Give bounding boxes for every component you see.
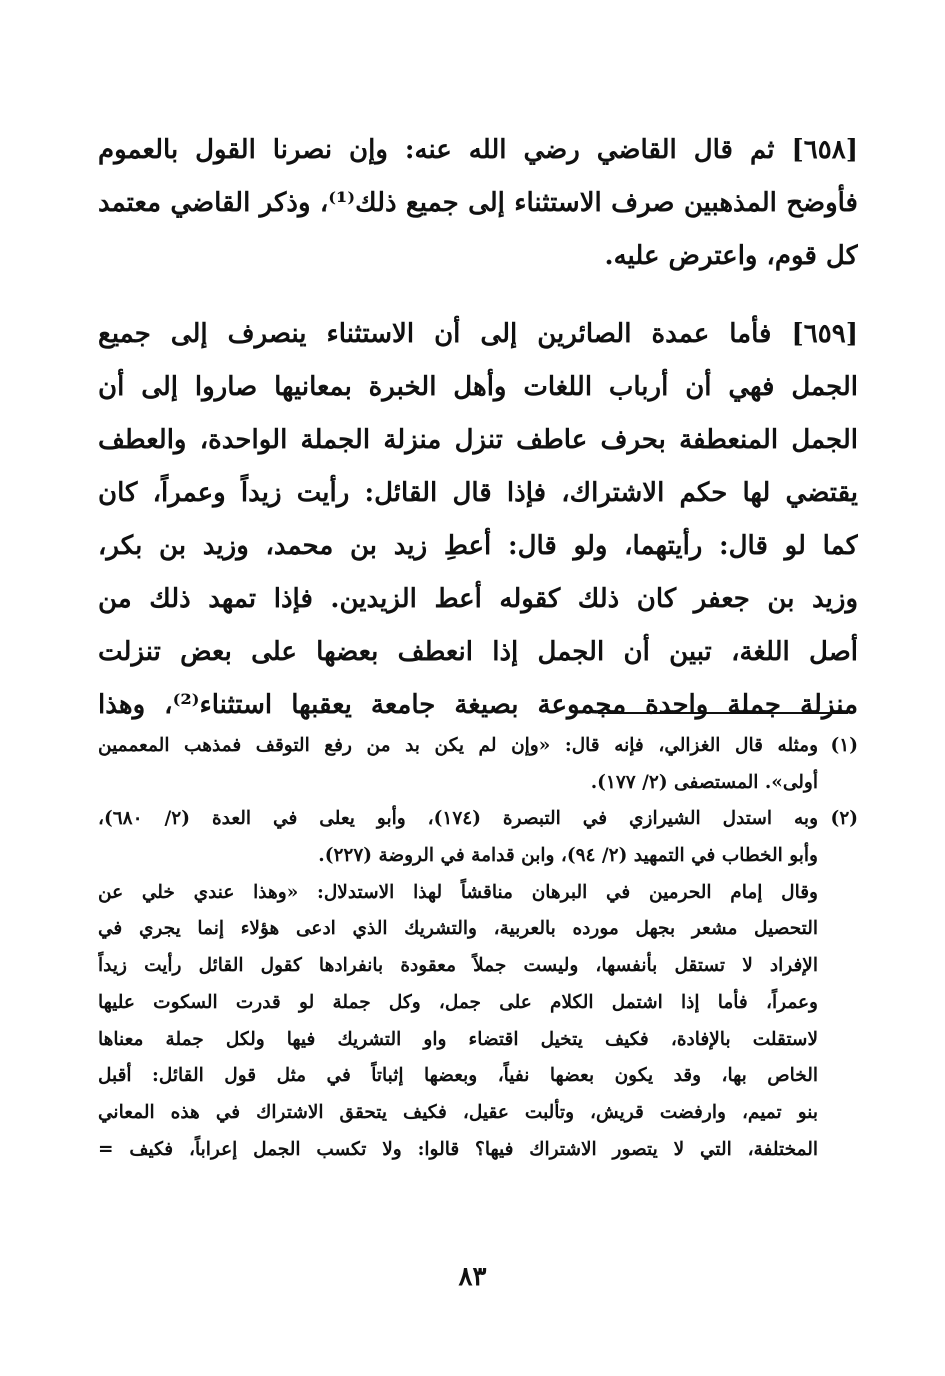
main-line: [٦٥٨] ثم قال القاضي رضي الله عنه: وإن نصرنا القول بالعموم — [98, 135, 858, 165]
footnote-line — [98, 1058, 858, 1095]
footnote-text: التحصيل مشعر بجهل مورده بالعربية، والتشريك الذي ادعى هؤلاء إنما يجري في — [98, 918, 818, 940]
main-line: منزلة جملة واحدة مجموعة بصيغة جامعة يعقبها استثناء⁽²⁾، وهذا — [98, 690, 858, 720]
footnote-text: لاستقلت بالإفادة، فكيف يتخيل اقتضاء واو التشريك فيها ولكل جملة معناها — [98, 1028, 818, 1050]
footnote-text: بنو تميم، وارفضت قريش، وتألبت عقيل، فكيف يتحقق الاشتراك في هذه المعاني — [98, 1101, 818, 1123]
footnote-text: وقال إمام الحرمين في البرهان مناقشاً لهذا الاستدلال: «وهذا عندي خلي عن — [98, 881, 818, 903]
footnote-separator — [598, 712, 848, 714]
footnote-line — [98, 1095, 858, 1132]
main-line: يقتضي لها حكم الاشتراك، فإذا قال القائل: رأيت زيداً وعمراً، كان — [98, 478, 858, 508]
footnote-line — [98, 728, 858, 765]
paragraph-gap — [98, 283, 858, 308]
main-text — [98, 124, 858, 732]
main-line: [٦٥٩] فأما عمدة الصائرين إلى أن الاستثناء ينصرف إلى جميع — [98, 319, 858, 349]
main-line: كما لو قال: رأيتهما، ولو قال: أعطِ زيد بن محمد، وزيد بن بكر، — [98, 531, 858, 561]
footnote-line — [98, 1132, 858, 1169]
main-line: الجمل فهي أن أرباب اللغات وأهل الخبرة بمعانيها صاروا إلى أن — [98, 372, 858, 402]
main-line: أصل اللغة، تبين أن الجمل إذا انعطف بعضها على بعض تنزلت — [98, 637, 858, 667]
footnote-line — [98, 838, 858, 875]
footnote-text: وأبو الخطاب في التمهيد (٢/ ٩٤)، وابن قدامة في الروضة (٢٢٧). — [318, 845, 818, 867]
main-line: الجمل المنعطفة بحرف عاطف تنزل منزلة الجملة الواحدة، والعطف — [98, 425, 858, 455]
footnotes — [98, 728, 858, 1168]
footnote-line — [98, 765, 858, 802]
footnote-text: وعمراً، فأما إذا اشتمل الكلام على جمل، وكل جملة لو قدرت السكوت عليها — [98, 991, 818, 1013]
main-line: وزيد بن جعفر كان ذلك كقوله أعط الزيدين. فإذا تمهد ذلك من — [98, 584, 858, 614]
footnote-line — [98, 911, 858, 948]
footnote-number: (١) — [830, 735, 858, 756]
footnote-text: أولى». المستصفى (٢/ ١٧٧). — [590, 771, 818, 793]
footnote-text: الخاص بها، وقد يكون بعضها نفياً، وبعضها إثباتاً في مثل قول القائل: أقبل — [98, 1065, 818, 1087]
main-line: كل قوم، واعترض عليه. — [604, 241, 858, 271]
footnote-line — [98, 985, 858, 1022]
footnote-number: (٢) — [830, 808, 858, 830]
footnote-line — [98, 801, 858, 838]
page-number: ٨٣ — [458, 1262, 487, 1292]
footnote-line — [98, 875, 858, 912]
footnote-text: ومثله قال الغزالي، فإنه قال: «وإن لم يكن بد من رفع التوقف فمذهب المعممين — [98, 735, 818, 756]
footnote-text: المختلفة، التي لا يتصور الاشتراك فيها؟ قالوا: ولا تكسب الجمل إعراباً، فكيف = — [98, 1138, 818, 1160]
main-line: فأوضح المذهبين صرف الاستثناء إلى جميع ذلك⁽¹⁾، وذكر القاضي معتمد — [98, 188, 858, 218]
footnote-text: الإفراد لا تستقل بأنفسها، وليست جملاً معقودة بانفرادها كقول القائل رأيت زيداً — [98, 955, 818, 977]
footnote-line — [98, 948, 858, 985]
footnote-text: وبه استدل الشيرازي في التبصرة (١٧٤)، وأبو يعلى في العدة (٢/ ٦٨٠)، — [98, 808, 819, 830]
footnote-line — [98, 1022, 858, 1059]
